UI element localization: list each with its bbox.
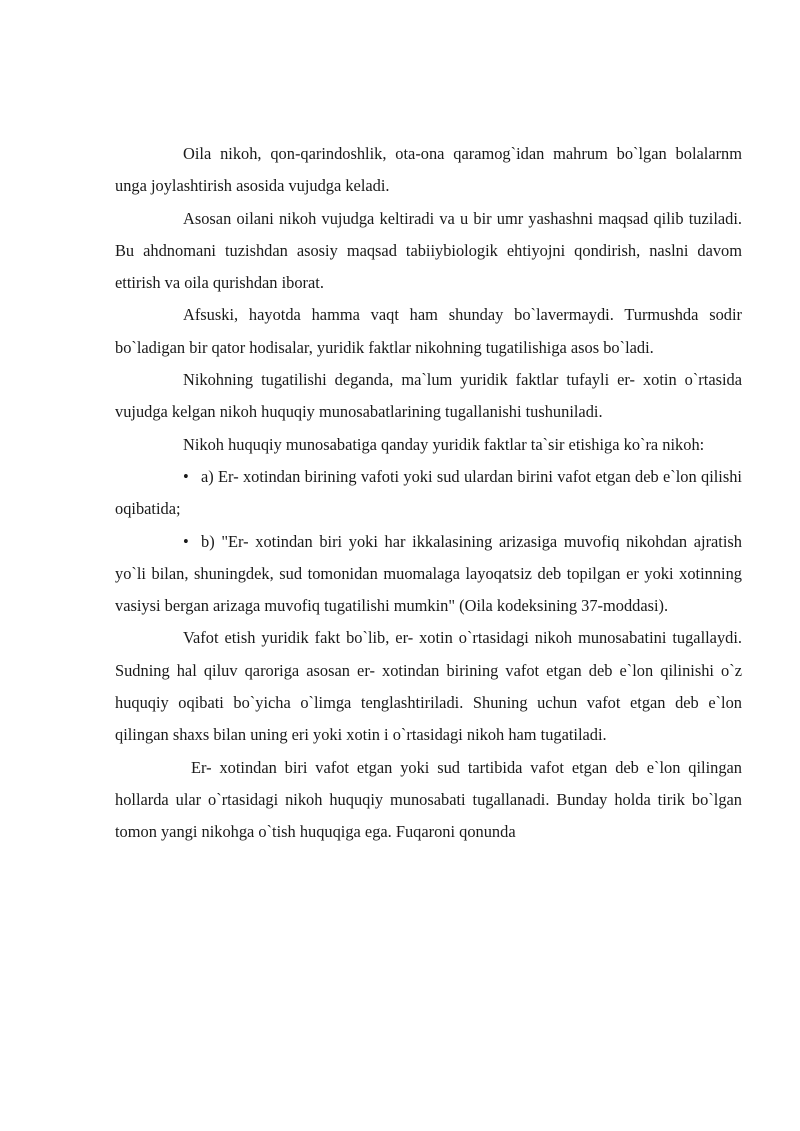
paragraph: Afsuski, hayotda hamma vaqt ham shunday bo`lavermaydi. Turmushda sodir bo`ladigan bir qator hodisalar, yuridik faktlar nikohning tugatilishiga asos bo`ladi. <box>115 305 742 357</box>
paragraph: Vafot etish yuridik fakt bo`lib, er- xotin o`rtasidagi nikoh munosabatini tugallaydi. Sudning hal qiluv qaroriga asosan er- xotindan birining vafot etgan deb e`lon qilinishi o`z huquqiy oqibati bo`yicha o`limga tenglashtiriladi. Shuning uchun vafot etgan deb e`lon qilingan shaxs bilan uning eri yoki xotin i o`rtasidagi nikoh ham tugatiladi. <box>115 628 742 745</box>
paragraph: Nikoh huquqiy munosabatiga qanday yuridik faktlar ta`sir etishiga ko`ra nikoh: <box>183 434 705 454</box>
bullet-icon: • <box>183 466 189 486</box>
list-item-text: a) Er- xotindan birining vafoti yoki sud ulardan birini vafot etgan deb e`lon qilishi oqibatida; <box>115 466 742 519</box>
paragraph: Asosan oilani nikoh vujudga keltiradi va u bir umr yashashni maqsad qilib tuziladi. Bu ahdnomani tuzishdan asosiy maqsad tabiiybiologik ehtiyojni qondirish, naslni davom ettirish va oila qurishdan iborat. <box>115 208 742 293</box>
paragraph: Er- xotindan biri vafot etgan yoki sud tartibida vafot etgan deb e`lon qilingan hollarda ular o`rtasidagi nikoh huquqiy munosabati tugallanadi. Bunday holda tirik bo`lgan tomon yangi nikohga o`tish huquqiga ega. Fuqaroni qonunda <box>115 757 742 842</box>
document-page <box>115 138 742 849</box>
list-item <box>115 526 742 623</box>
list-item <box>115 461 742 526</box>
bullet-icon: • <box>183 531 189 551</box>
list-item-text: b) "Er- xotindan biri yoki har ikkalasining arizasiga muvofiq nikohdan ajratish yo`li bilan, shuningdek, sud tomonidan muomalaga layoqatsiz deb topilgan er yoki xotinning vasiysi bergan arizaga muvofiq tugatilishi mumkin" (Oila kodeksining 37-moddasi). <box>115 531 742 616</box>
paragraph: Oila nikoh, qon-qarindoshlik, ota-ona qaramog`idan mahrum bo`lgan bolalarnm unga joylashtirish asosida vujudga keladi. <box>115 144 742 196</box>
paragraph: Nikohning tugatilishi deganda, ma`lum yuridik faktlar tufayli er- xotin o`rtasida vujudga kelgan nikoh huquqiy munosabatlarining tugallanishi tushuniladi. <box>115 370 742 422</box>
